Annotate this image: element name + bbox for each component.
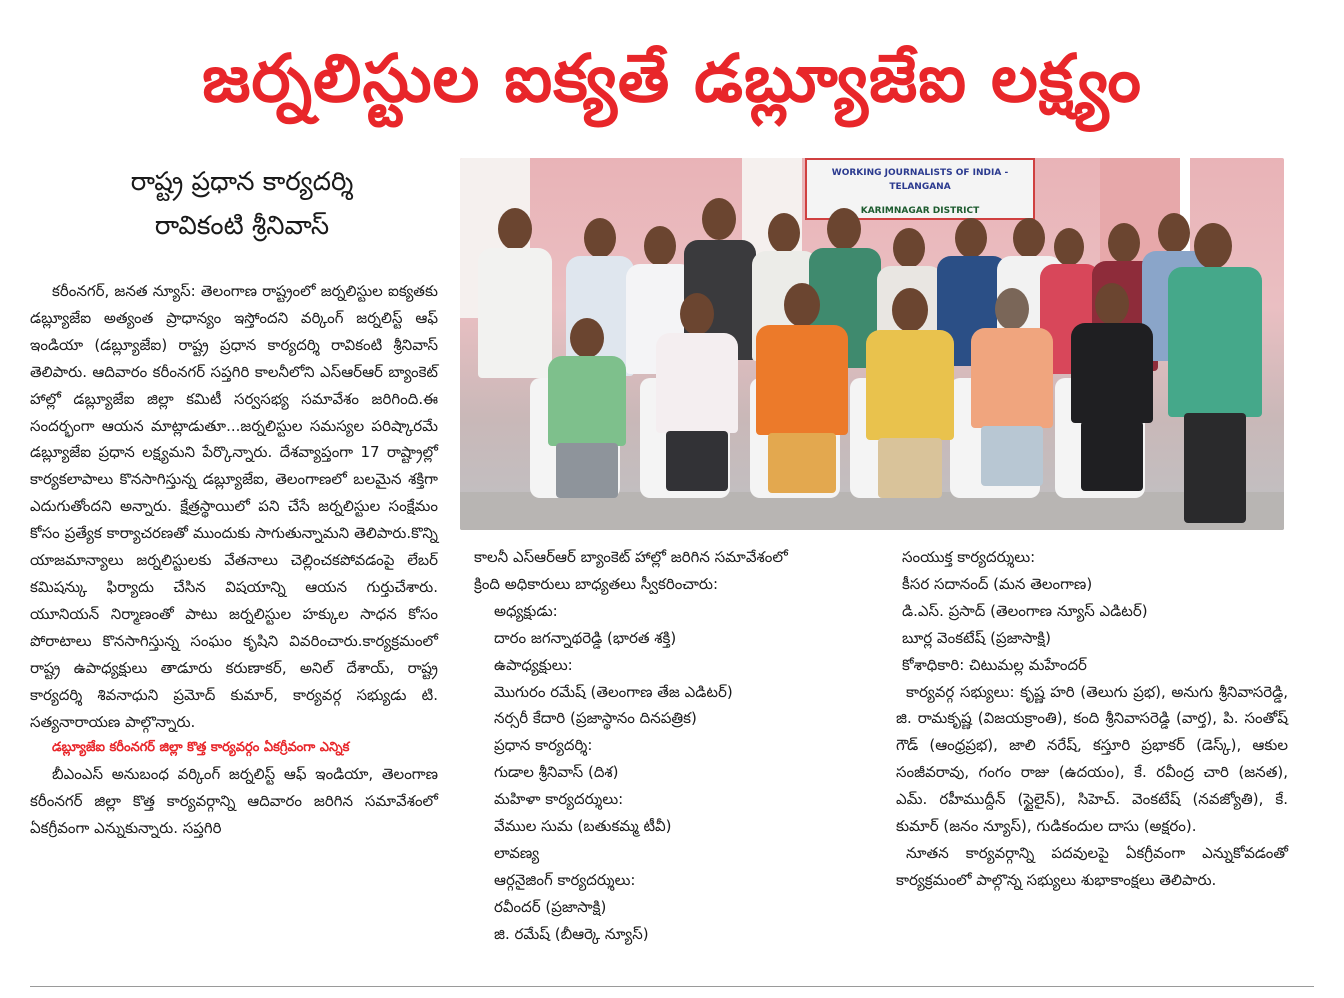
treasurer-line: కోశాధికారి: చిటుమల్ల మహేందర్: [902, 655, 1087, 674]
member-line: మొగురం రమేష్ (తెలంగాణ తేజ ఎడిటర్): [494, 682, 733, 701]
person: [1160, 223, 1270, 523]
member-line: రవీందర్ (ప్రజాసాక్షి): [494, 897, 607, 916]
member-line: డి.ఎస్. ప్రసాద్ (తెలంగాణ న్యూస్ ఎడిటర్): [902, 601, 1148, 620]
member-line: బూర్ల వెంకటేష్ (ప్రజాసాక్షి): [902, 628, 1051, 647]
person: [650, 293, 745, 523]
middle-column: [474, 544, 874, 948]
member-line: దారం జగన్నాథరెడ్డి (భారత శక్తి): [494, 628, 677, 647]
member-line: నర్సరీ కేదారి (ప్రజాస్థానం దినపత్రిక): [494, 709, 697, 728]
member-line: లావణ్య: [494, 843, 540, 862]
subheadline: [36, 160, 448, 248]
headline: జర్నలిస్టుల ఐక్యతే డబ్ల్యూజేఐ లక్ష్యం: [202, 40, 1142, 117]
role-label: ప్రధాన కార్యదర్శి:: [494, 736, 593, 755]
person: [1065, 283, 1160, 523]
intro-line: కాలనీ ఎస్ఆర్ఆర్ బ్యాంకెట్ హాల్లో జరిగిన సమావేశంలో: [474, 548, 788, 566]
subheadline-line1: రాష్ట్ర ప్రధాన కార్యదర్శి: [130, 167, 354, 197]
section-kicker: డబ్ల్యూజేఐ కరీంనగర్ జిల్లా కొత్త కార్యవర్గం ఏకగ్రీవంగా ఎన్నిక: [52, 740, 350, 756]
person: [860, 288, 960, 523]
right-column: [896, 544, 1288, 894]
subheadline-line2: రావికంటి శ్రీనివాస్: [154, 211, 330, 241]
article-body: కరీంనగర్, జనత న్యూస్: తెలంగాణ రాష్ట్రంలో జర్నలిస్టుల ఐక్యతకు డబ్ల్యూజేఐ అత్యంత ప్రాధాన్యం ఇస్తోందని వర్కింగ్ జర్నలిస్ట్ ఆఫ్ ఇండియా (డబ్ల్యూజేఐ) రాష్ట్ర ప్రధాన కార్యదర్శి రావికంటి శ్రీనివాస్ తెలిపారు. ఆదివారం కరీంనగర్ సప్తగిరి కాలనీలోని ఎస్ఆర్ఆర్ బ్యాంకెట్ హాల్లో డబ్ల్యూజేఐ జిల్లా కమిటీ సర్వసభ్య సమావేశం జరిగింది.ఈ సందర్భంగా ఆయన మాట్లాడుతూ...జర్నలిస్టుల సమస్యల పరిష్కారమే డబ్ల్యూజేఐ ప్రధాన లక్ష్యమని పేర్కొన్నారు. దేశవ్యాప్తంగా 17 రాష్ట్రాల్లో కార్యకలాపాలు కొనసాగిస్తున్న డబ్ల్యూజేఐ, తెలంగాణలో బలమైన శక్తిగా ఎదుగుతోందని అన్నారు. క్షేత్రస్థాయిలో పని చేసే జర్నలిస్టుల సంక్షేమం కోసం ప్రత్యేక కార్యాచరణతో ముందుకు సాగుతున్నామని తెలిపారు.కొన్ని యాజమాన్యాలు జర్నలిస్టులకు వేతనాలు చెల్లించకపోవడంపై లేబర్ కమిషన్కు ఫిర్యాదు చేసిన విషయాన్ని ఆయన గుర్తుచేశారు. యూనియన్ నిర్మాణంతో పాటు జర్నలిస్టుల హక్కుల సాధన కోసం పోరాటాలు కొనసాగిస్తున్న సంఘం కృషిని వివరించారు.కార్యక్రమంలో రాష్ట్ర ఉపాధ్యక్షులు తాడూరు కరుణాకర్, అనిల్ దేశాయ్, రాష్ట్ర కార్యదర్శి శివనాధుని ప్రమోద్ కుమార్, కార్యవర్గ సభ్యుడు టి. సత్యనారాయణ పాల్గొన్నారు.: [30, 282, 438, 731]
role-label: ఆర్గనైజింగ్ కార్యదర్శులు:: [494, 870, 636, 889]
left-column: [30, 278, 438, 842]
member-line: వేముల సుమ (బతుకమ్మ టీవీ): [494, 817, 672, 836]
person: [750, 283, 855, 523]
member-line: జి. రమేష్ (బీఆర్కె న్యూస్): [494, 924, 649, 943]
role-label: సంయుక్త కార్యదర్శులు:: [902, 548, 1036, 566]
role-label: ఉపాధ్యక్షులు:: [494, 655, 573, 674]
member-line: కీసర సదానంద్ (మన తెలంగాణ): [902, 574, 1093, 593]
executive-members: కార్యవర్గ సభ్యులు: కృష్ణ హరి (తెలుగు ప్రభ), అనుగు శ్రీనివాసరెడ్డి, జి. రామకృష్ణ (విజయక్రాంతి), కంది శ్రీనివాసరెడ్డి (వార్త), పి. సంతోష్ గౌడ్ (ఆంధ్రప్రభ), జాలి నరేష్, కస్తూరి ప్రభాకర్ (డెస్క్), ఆకుల సంజీవరావు, గంగం రాజు (ఉదయం), కే. రవీంద్ర చారి (జనత), ఎమ్. రహీముద్దీన్ (స్టైలైన్), సిహెచ్. వెంకటేష్ (నవజ్యోతి), కే. కుమార్ (జనం న్యూస్), గుడికందుల దాసు (అక్షరం).: [896, 682, 1288, 836]
article-body-continued: బీఎంఎస్ అనుబంధ వర్కింగ్ జర్నలిస్ట్ ఆఫ్ ఇండియా, తెలంగాణ కరీంనగర్ జిల్లా కొత్త కార్యవర్గాన్ని ఆదివారం జరిగిన సమావేశంలో ఏకగ్రీవంగా ఎన్నుకున్నారు. సప్తగిరి: [30, 765, 439, 838]
bottom-rule: [30, 986, 1314, 987]
person: [542, 318, 632, 518]
intro-line: క్రింది అధికారులు బాధ్యతలు స్వీకరించారు:: [474, 574, 719, 593]
member-line: గుడాల శ్రీనివాస్ (దిశ): [494, 763, 619, 782]
role-label: అధ్యక్షుడు:: [494, 601, 558, 620]
photo-banner-title: WORKING JOURNALISTS OF INDIA - TELANGANA: [831, 168, 1009, 192]
closing-paragraph: నూతన కార్యవర్గాన్ని పదవులపై ఏకగ్రీవంగా ఎన్నుకోవడంతో కార్యక్రమంలో పాల్గొన్న సభ్యులు శుభాకాంక్షలు తెలిపారు.: [896, 843, 1288, 889]
photo-banner-subtitle: KARIMNAGAR DISTRICT: [860, 206, 980, 216]
person: [965, 288, 1060, 523]
group-photo: [460, 158, 1284, 530]
role-label: మహిళా కార్యదర్శులు:: [494, 790, 624, 809]
